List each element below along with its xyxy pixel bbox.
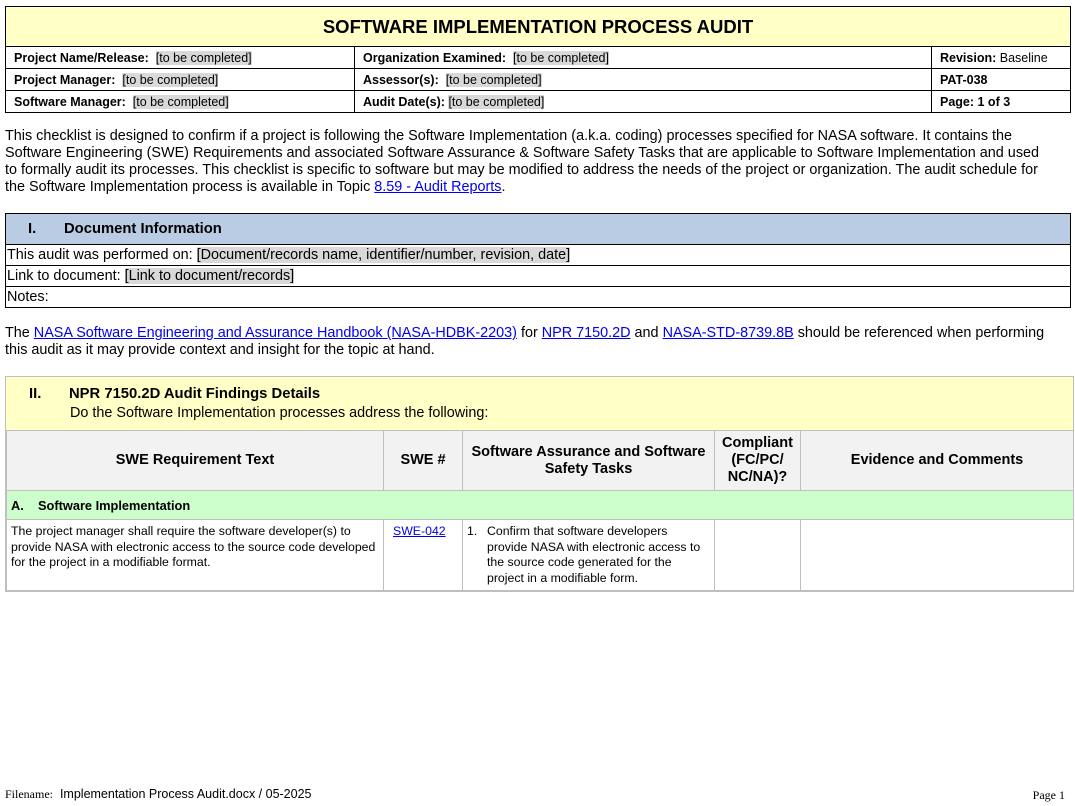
column-header-requirement: SWE Requirement Text bbox=[7, 431, 384, 491]
filename-label: Filename: bbox=[5, 787, 53, 801]
assessor-label: Assessor(s): bbox=[363, 72, 439, 87]
project-name-label: Project Name/Release: bbox=[14, 50, 149, 65]
footer-page-number: Page 1 bbox=[1032, 788, 1065, 802]
column-header-compliant: Compliant (FC/PC/ NC/NA)? bbox=[715, 431, 801, 491]
findings-table bbox=[6, 430, 1074, 591]
document-information-heading bbox=[6, 214, 1071, 245]
link-to-document-field[interactable]: [Link to document/records] bbox=[124, 268, 295, 284]
task-text: Confirm that software developers provide NASA with electronic access to the source code generated for the project in a modifiable form. bbox=[487, 524, 701, 585]
audit-date-field[interactable]: [to be completed] bbox=[448, 94, 545, 109]
software-manager-label: Software Manager: bbox=[14, 94, 126, 109]
evidence-field[interactable] bbox=[801, 520, 1074, 591]
project-manager-label: Project Manager: bbox=[14, 72, 116, 87]
findings-title: NPR 7150.2D Audit Findings Details bbox=[69, 386, 321, 402]
intro-text: This checklist is designed to confirm if a project is following the Software Implementation (a.k.a. coding) processes specified for NASA software. It contains the Software Engineering (SWE) Requirements and associated Software Assurance & Software Safety Tasks that are applicable to Software Implementation and used to formally audit its processes. This checklist is specific to software but may be modified to address the needs of the project or organization. The audit schedule for the Software Implementation process is available in Topic bbox=[5, 128, 1040, 195]
document-information-table bbox=[5, 213, 1071, 308]
task-cell bbox=[463, 520, 715, 591]
column-header-swe: SWE # bbox=[384, 431, 463, 491]
header-row bbox=[6, 69, 1071, 91]
audit-date-cell bbox=[355, 91, 932, 113]
header-table bbox=[5, 6, 1071, 113]
audit-performed-field[interactable]: [Document/records name, identifier/number, revision, date] bbox=[196, 247, 571, 263]
document-title: SOFTWARE IMPLEMENTATION PROCESS AUDIT bbox=[6, 7, 1071, 47]
software-manager-field[interactable]: [to be completed] bbox=[132, 94, 229, 109]
page-count-cell bbox=[932, 91, 1071, 113]
category-title: Software Implementation bbox=[38, 497, 191, 513]
document-id: PAT-038 bbox=[940, 72, 988, 87]
audit-document bbox=[5, 6, 1072, 592]
organization-field[interactable]: [to be completed] bbox=[513, 50, 609, 65]
notes-label: Notes: bbox=[7, 289, 49, 305]
compliant-field[interactable] bbox=[715, 520, 801, 591]
intro-end: . bbox=[501, 179, 506, 195]
findings-header-row bbox=[7, 431, 1074, 491]
section-title: Document Information bbox=[64, 221, 222, 237]
assessor-cell bbox=[355, 69, 932, 91]
reference-text: The bbox=[5, 325, 34, 341]
task-number: 1. bbox=[467, 524, 478, 538]
reference-text: and bbox=[630, 325, 663, 341]
project-manager-cell bbox=[6, 69, 355, 91]
link-to-document-row bbox=[6, 266, 1071, 287]
audit-date-label: Audit Date(s): bbox=[363, 94, 445, 109]
reference-text: should be referenced when performing this audit as it may provide context and insight for the topic at hand. bbox=[5, 325, 1045, 358]
filename-value: Implementation Process Audit.docx / 05-2025 bbox=[59, 787, 312, 801]
revision-cell bbox=[932, 47, 1071, 69]
link-to-document-label: Link to document: bbox=[7, 268, 125, 284]
page-count: Page: 1 of 3 bbox=[940, 94, 1011, 109]
reference-text: for bbox=[516, 325, 542, 341]
audit-findings-section bbox=[5, 376, 1074, 592]
assessor-field[interactable]: [to be completed] bbox=[445, 72, 542, 87]
section-number: II. bbox=[29, 386, 42, 402]
reference-paragraph bbox=[5, 325, 1050, 359]
category-letter: A. bbox=[11, 497, 24, 513]
footer-filename bbox=[5, 787, 312, 802]
audit-performed-label: This audit was performed on: bbox=[7, 247, 197, 263]
column-header-tasks: Software Assurance and Software Safety Tasks bbox=[463, 431, 715, 491]
audit-findings-heading bbox=[6, 377, 1073, 430]
swe-cell bbox=[384, 520, 463, 591]
findings-title-line bbox=[29, 386, 1073, 402]
project-name-cell bbox=[6, 47, 355, 69]
column-header-evidence: Evidence and Comments bbox=[801, 431, 1074, 491]
notes-row[interactable] bbox=[6, 287, 1071, 308]
document-id-cell bbox=[932, 69, 1071, 91]
header-row bbox=[6, 91, 1071, 113]
project-name-field[interactable]: [to be completed] bbox=[155, 50, 252, 65]
table-row bbox=[7, 520, 1074, 591]
npr-link[interactable]: NPR 7150.2D bbox=[541, 325, 631, 341]
category-cell bbox=[7, 491, 1074, 520]
revision-value: Baseline bbox=[999, 50, 1048, 65]
software-manager-cell bbox=[6, 91, 355, 113]
requirement-text: The project manager shall require the software developer(s) to provide NASA with electronic access to the source code developed for the project in a modifiable format. bbox=[7, 520, 384, 591]
handbook-link[interactable]: NASA Software Engineering and Assurance Handbook (NASA-HDBK-2203) bbox=[33, 325, 517, 341]
project-manager-field[interactable]: [to be completed] bbox=[122, 72, 219, 87]
section-number: I. bbox=[28, 221, 37, 237]
audit-reports-link[interactable]: 8.59 - Audit Reports bbox=[374, 179, 502, 195]
category-row bbox=[7, 491, 1074, 520]
organization-cell bbox=[355, 47, 932, 69]
findings-subtitle: Do the Software Implementation processes address the following: bbox=[70, 405, 489, 421]
nasa-std-link[interactable]: NASA-STD-8739.8B bbox=[662, 325, 794, 341]
organization-label: Organization Examined: bbox=[363, 50, 507, 65]
intro-paragraph bbox=[5, 128, 1045, 196]
audit-performed-row bbox=[6, 245, 1071, 266]
swe-042-link[interactable]: SWE-042 bbox=[393, 524, 446, 538]
header-row bbox=[6, 47, 1071, 69]
revision-label: Revision: bbox=[940, 50, 997, 65]
